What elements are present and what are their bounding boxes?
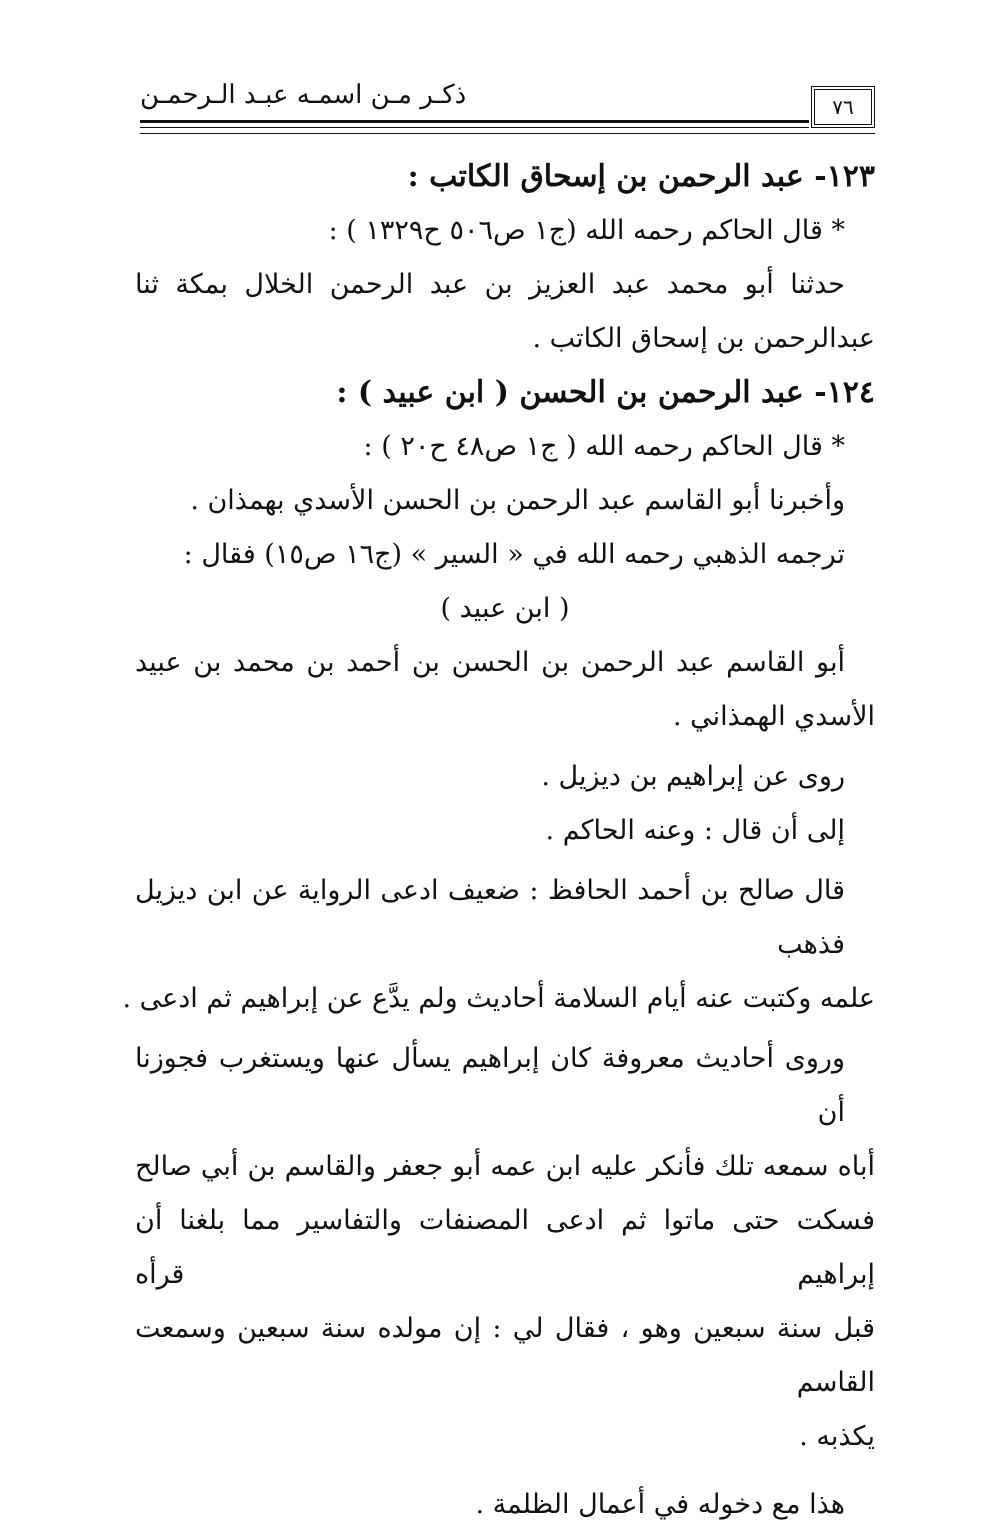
paragraph-line2: أباه سمعه تلك فأنكر عليه ابن عمه أبو جعفر والقاسم بن أبي صالح xyxy=(135,1151,875,1182)
bio-line1: أبو القاسم عبد الرحمن بن الحسن بن أحمد بن محمد بن عبيد xyxy=(135,647,845,678)
header-rule-thick xyxy=(140,120,809,123)
bio-line2: الأسدي الهمذاني . xyxy=(672,701,875,732)
paragraph-line3: فسكت حتى ماتوا ثم ادعى المصنفات والتفاسير مما بلغنا أن إبراهيم قرأه xyxy=(135,1205,875,1290)
narration-line1: روى عن إبراهيم بن ديزيل . xyxy=(541,761,845,792)
entry-124-heading: ١٢٤- عبد الرحمن بن الحسن ( ابن عبيد ) : xyxy=(336,375,875,410)
final-line: هذا مع دخوله في أعمال الظلمة . xyxy=(475,1489,845,1520)
header-rule-bottom xyxy=(140,133,875,134)
entry-124-text2: ترجمه الذهبي رحمه الله في « السير » (ج١٦ ص١٥) فقال : xyxy=(183,539,845,570)
entry-124-subtitle: ( ابن عبيد ) xyxy=(440,593,570,624)
page-body xyxy=(122,150,875,1532)
narration-line2: إلى أن قال : وعنه الحاكم . xyxy=(545,815,845,846)
header-rule-thin xyxy=(140,127,809,128)
entry-123-heading: ١٢٣- عبد الرحمن بن إسحاق الكاتب : xyxy=(407,159,875,194)
entry-123-text-line2: عبدالرحمن بن إسحاق الكاتب . xyxy=(532,323,875,354)
header-title: ذكـر مـن اسمـه عبـد الـرحمـن xyxy=(140,80,467,110)
paragraph-line5: يكذبه . xyxy=(799,1421,875,1452)
entry-123-citation: * قال الحاكم رحمه الله (ج١ ص٥٠٦ ح١٣٢٩ ) : xyxy=(328,215,845,246)
entry-123-text-line1: حدثنا أبو محمد عبد العزيز بن عبد الرحمن الخلال بمكة ثنا xyxy=(135,269,845,300)
paragraph-line1: وروى أحاديث معروفة كان إبراهيم يسأل عنها ويستغرب فجوزنا أن xyxy=(135,1043,845,1128)
entry-124-citation: * قال الحاكم رحمه الله ( ج١ ص٤٨ ح٢٠ ) : xyxy=(363,431,845,462)
saleh-line2: علمه وكتبت عنه أيام السلامة أحاديث ولم يدَّع عن إبراهيم ثم ادعى . xyxy=(122,983,875,1014)
paragraph-line4: قبل سنة سبعين وهو ، فقال لي : إن مولده سنة سبعين وسمعت القاسم xyxy=(135,1313,875,1398)
running-header xyxy=(140,70,875,140)
page-number: ٧٦ xyxy=(811,86,875,128)
saleh-line1: قال صالح بن أحمد الحافظ : ضعيف ادعى الرواية عن ابن ديزيل فذهب xyxy=(135,875,845,960)
entry-124-text1: وأخبرنا أبو القاسم عبد الرحمن بن الحسن الأسدي بهمذان . xyxy=(190,485,845,516)
